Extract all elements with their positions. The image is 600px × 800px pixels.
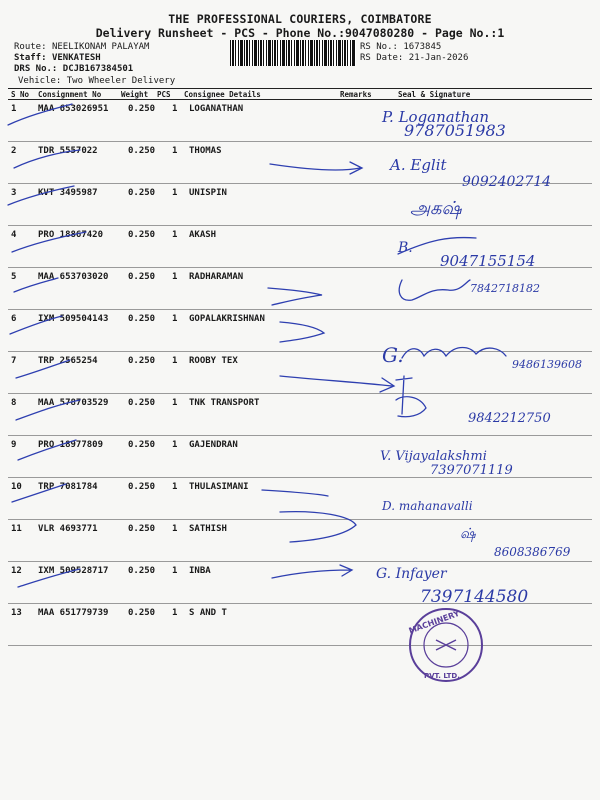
row-consignment-no: PRO 18867420 [38, 230, 104, 240]
row-sno: 5 [11, 272, 17, 282]
row-pcs: 1 [172, 524, 178, 534]
col-header-sno: S No [11, 90, 30, 99]
col-header-signature: Seal & Signature [398, 90, 471, 99]
col-header-consignee: Consignee Details [184, 90, 261, 99]
row-weight: 0.250 [128, 482, 156, 492]
signature-row5 [399, 280, 470, 300]
row-pcs: 1 [172, 440, 178, 450]
arrow-mark [270, 162, 362, 174]
row-consignee: S AND T [189, 608, 227, 618]
signature-scrawl-row7 [402, 348, 506, 359]
arrow-mark [272, 565, 352, 578]
row-consignment-no: MAA 653703020 [38, 272, 109, 282]
row-divider [8, 267, 592, 268]
row-weight: 0.250 [128, 398, 156, 408]
row-consignee: TNK TRANSPORT [189, 398, 260, 408]
signature-flourish-row4 [398, 238, 476, 254]
row-pcs: 1 [172, 314, 178, 324]
row-divider [8, 477, 592, 478]
row-weight: 0.250 [128, 566, 156, 576]
rs-no-line [360, 42, 441, 52]
staff-value: VENKATESH [51, 53, 101, 63]
row-divider [8, 603, 592, 604]
signature-row7: G. [382, 343, 404, 367]
phone-row11: 8608386769 [494, 545, 571, 559]
table-top-rule [8, 88, 592, 89]
signature-row4: B. [398, 240, 413, 256]
row-sno: 11 [11, 524, 22, 534]
staff-line [14, 53, 101, 63]
row-sno: 13 [11, 608, 22, 618]
arrow-mark [280, 512, 356, 542]
rs-date-value: 21-Jan-2026 [408, 53, 469, 63]
phone-row8: 9842212750 [468, 411, 551, 426]
row-weight: 0.250 [128, 608, 156, 618]
rs-no-value: 1673845 [403, 42, 442, 52]
phone-row2: 9092402714 [462, 174, 552, 190]
row-weight: 0.250 [128, 188, 156, 198]
row-consignee: THOMAS [189, 146, 222, 156]
row-pcs: 1 [172, 608, 178, 618]
row-consignment-no: MAA 653026951 [38, 104, 109, 114]
vehicle-line: Vehicle: Two Wheeler Delivery [18, 76, 176, 86]
drs-value: DCJB167384501 [62, 64, 134, 74]
row-divider [8, 183, 592, 184]
phone-row4: 9047155154 [440, 252, 536, 270]
row-sno: 8 [11, 398, 17, 408]
signature-row9: V. Vijayalakshmi [380, 449, 487, 464]
row-weight: 0.250 [128, 356, 156, 366]
phone-row1: 9787051983 [404, 121, 506, 140]
row-pcs: 1 [172, 566, 178, 576]
signature-row2: A. Eglit [390, 156, 447, 174]
row-pcs: 1 [172, 230, 178, 240]
stamp-top-text: MACHINERY [407, 608, 461, 636]
col-header-consignment: Consignment No [38, 90, 102, 99]
row-consignee: SATHISH [189, 524, 227, 534]
row-consignment-no: KVT 3495987 [38, 188, 98, 198]
phone-row9: 7397071119 [430, 463, 513, 478]
row-pcs: 1 [172, 104, 178, 114]
signature-row3: அகஷ் [410, 198, 462, 219]
row-weight: 0.250 [128, 314, 156, 324]
row-sno: 7 [11, 356, 17, 366]
phone-row12: 7397144580 [420, 587, 529, 607]
row-pcs: 1 [172, 356, 178, 366]
row-divider [8, 141, 592, 142]
arrow-mark [280, 376, 394, 392]
rs-date-label: RS Date: [360, 53, 404, 63]
row-consignee: AKASH [189, 230, 217, 240]
drs-line [14, 64, 133, 74]
row-pcs: 1 [172, 482, 178, 492]
arrow-mark [262, 490, 328, 496]
signature-row10: D. mahanavalli [382, 499, 473, 513]
row-pcs: 1 [172, 272, 178, 282]
row-pcs: 1 [172, 146, 178, 156]
company-title: THE PROFESSIONAL COURIERS, COIMBATORE [168, 12, 432, 26]
row-consignee: GAJENDRAN [189, 440, 238, 450]
rs-no-label: RS No.: [360, 42, 398, 52]
row-consignment-no: MAA 651779739 [38, 608, 109, 618]
route-label: Route: [14, 42, 47, 52]
row-consignment-no: IXM 509504143 [38, 314, 109, 324]
row-consignee: GOPALAKRISHNAN [189, 314, 265, 324]
row-sno: 3 [11, 188, 17, 198]
row-consignee: RADHARAMAN [189, 272, 244, 282]
drs-label: DRS No.: [14, 64, 58, 74]
rs-date-line [360, 53, 468, 63]
row-sno: 6 [11, 314, 17, 324]
row-divider [8, 309, 592, 310]
col-header-remarks: Remarks [340, 90, 372, 99]
row-divider [8, 561, 592, 562]
signature-row12: G. Infayer [376, 566, 447, 582]
row-consignment-no: TRP 2565254 [38, 356, 98, 366]
row-sno: 2 [11, 146, 17, 156]
row-divider [8, 225, 592, 226]
col-header-weight: Weight [121, 90, 149, 99]
row-divider [8, 645, 592, 646]
row-pcs: 1 [172, 188, 178, 198]
row-pcs: 1 [172, 398, 178, 408]
route-value: NEELIKONAM PALAYAM [51, 42, 150, 52]
numbers-row7: 9486139608 [512, 358, 582, 371]
row-consignment-no: MAA 578703529 [38, 398, 109, 408]
signature-row11: ஷ் [460, 526, 476, 542]
row-sno: 1 [11, 104, 17, 114]
row-weight: 0.250 [128, 146, 156, 156]
row-consignment-no: VLR 4693771 [38, 524, 98, 534]
arrow-mark [280, 322, 324, 342]
table-header-rule [8, 99, 592, 100]
row-consignee: THULASIMANI [189, 482, 249, 492]
stamp-bottom-text: PVT. LTD. [424, 672, 460, 680]
staff-label: Staff: [14, 53, 47, 63]
runsheet-title: Delivery Runsheet - PCS - Phone No.:9047080280 - Page No.:1 [95, 26, 505, 40]
barcode [230, 40, 356, 66]
signature-row8 [396, 376, 426, 417]
row-sno: 4 [11, 230, 17, 240]
row-weight: 0.250 [128, 104, 156, 114]
row-weight: 0.250 [128, 524, 156, 534]
col-header-pcs: PCS [157, 90, 171, 99]
row-consignment-no: IXM 509528717 [38, 566, 109, 576]
phone-row5: 7842718182 [470, 282, 540, 295]
route-line [14, 42, 149, 52]
row-consignment-no: TDR 5557022 [38, 146, 98, 156]
row-divider [8, 435, 592, 436]
row-consignee: UNISPIN [189, 188, 227, 198]
signature-row1: P. Loganathan [382, 108, 490, 126]
row-consignment-no: TRP 7081784 [38, 482, 98, 492]
row-divider [8, 351, 592, 352]
row-consignment-no: PRO 18977809 [38, 440, 104, 450]
row-consignee: INBA [189, 566, 211, 576]
row-divider [8, 393, 592, 394]
row-weight: 0.250 [128, 230, 156, 240]
arrow-mark [268, 288, 322, 305]
row-consignee: ROOBY TEX [189, 356, 238, 366]
row-sno: 9 [11, 440, 17, 450]
row-divider [8, 519, 592, 520]
row-sno: 12 [11, 566, 22, 576]
row-sno: 10 [11, 482, 22, 492]
row-consignee: LOGANATHAN [189, 104, 244, 114]
row-weight: 0.250 [128, 440, 156, 450]
row-weight: 0.250 [128, 272, 156, 282]
